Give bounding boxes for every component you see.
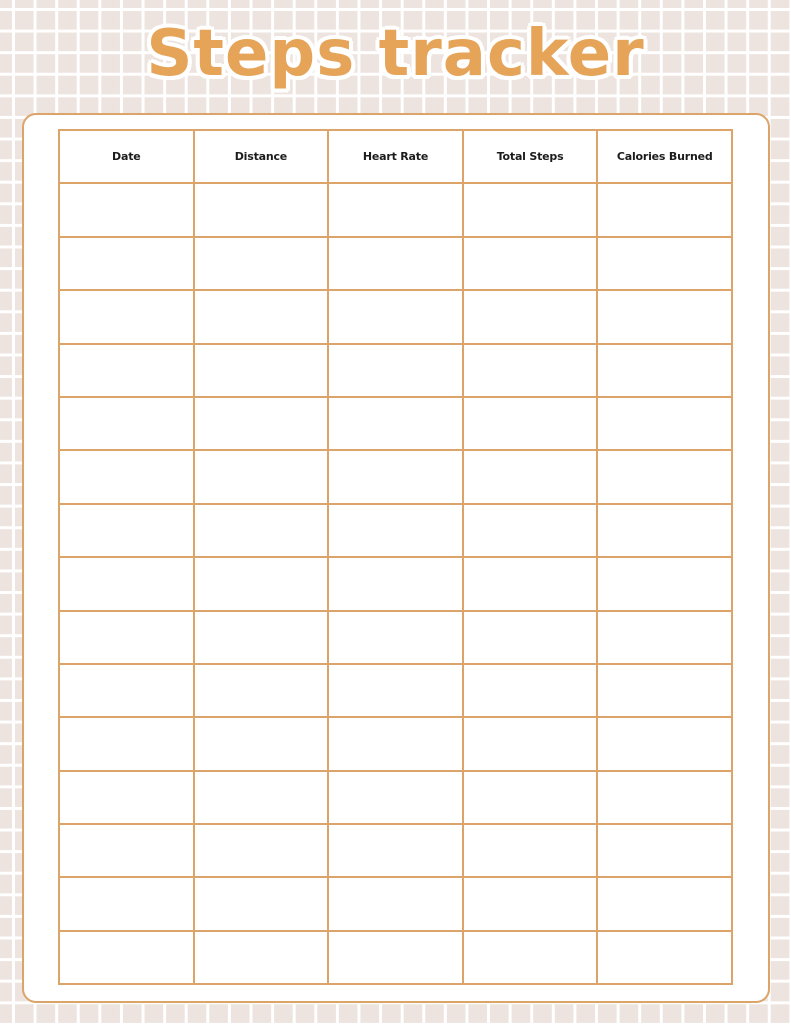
table-cell[interactable]: [328, 931, 463, 984]
table-cell[interactable]: [328, 717, 463, 770]
table-cell[interactable]: [328, 771, 463, 824]
table-row: [59, 504, 732, 557]
table-cell[interactable]: [59, 931, 194, 984]
table-cell[interactable]: [597, 771, 732, 824]
table-cell[interactable]: [463, 450, 598, 503]
table-cell[interactable]: [328, 397, 463, 450]
table-cell[interactable]: [463, 290, 598, 343]
table-cell[interactable]: [328, 504, 463, 557]
table-cell[interactable]: [59, 290, 194, 343]
table-row: [59, 450, 732, 503]
table-row: [59, 824, 732, 877]
table-row: [59, 877, 732, 930]
table-cell[interactable]: [597, 717, 732, 770]
table-cell[interactable]: [597, 557, 732, 610]
table-cell[interactable]: [194, 237, 329, 290]
table-row: [59, 931, 732, 984]
table-cell[interactable]: [194, 664, 329, 717]
table-cell[interactable]: [59, 183, 194, 236]
table-header-row: [59, 130, 732, 183]
table-row: [59, 664, 732, 717]
table-cell[interactable]: [597, 397, 732, 450]
table-cell[interactable]: [328, 611, 463, 664]
table-cell[interactable]: [597, 290, 732, 343]
table-cell[interactable]: [194, 824, 329, 877]
table-cell[interactable]: [194, 397, 329, 450]
table-cell[interactable]: [597, 504, 732, 557]
table-cell[interactable]: [59, 664, 194, 717]
table-row: [59, 557, 732, 610]
table-cell[interactable]: [463, 557, 598, 610]
table-cell[interactable]: [597, 237, 732, 290]
table-row: [59, 290, 732, 343]
table-cell[interactable]: [328, 344, 463, 397]
table-cell[interactable]: [59, 237, 194, 290]
table-cell[interactable]: [194, 931, 329, 984]
table-cell[interactable]: [59, 397, 194, 450]
table-cell[interactable]: [463, 931, 598, 984]
table-cell[interactable]: [597, 931, 732, 984]
table-cell[interactable]: [597, 450, 732, 503]
column-header-heart-rate: Heart Rate: [328, 130, 463, 183]
table-row: [59, 717, 732, 770]
table-cell[interactable]: [463, 664, 598, 717]
table-cell[interactable]: [463, 611, 598, 664]
table-row: [59, 397, 732, 450]
table-cell[interactable]: [59, 824, 194, 877]
table-row: [59, 237, 732, 290]
table-cell[interactable]: [597, 183, 732, 236]
table-cell[interactable]: [194, 717, 329, 770]
table-cell[interactable]: [328, 877, 463, 930]
table-cell[interactable]: [328, 450, 463, 503]
column-header-distance: Distance: [194, 130, 329, 183]
table-cell[interactable]: [463, 824, 598, 877]
table-cell[interactable]: [597, 877, 732, 930]
table-cell[interactable]: [463, 397, 598, 450]
table-cell[interactable]: [463, 877, 598, 930]
table-cell[interactable]: [59, 611, 194, 664]
steps-tracker-table: [58, 129, 733, 985]
table-row: [59, 611, 732, 664]
table-cell[interactable]: [328, 664, 463, 717]
table-cell[interactable]: [463, 717, 598, 770]
table-cell[interactable]: [59, 450, 194, 503]
table-cell[interactable]: [463, 771, 598, 824]
table-cell[interactable]: [597, 664, 732, 717]
table-cell[interactable]: [194, 877, 329, 930]
table-cell[interactable]: [194, 183, 329, 236]
table-cell[interactable]: [597, 611, 732, 664]
table-cell[interactable]: [328, 557, 463, 610]
table-cell[interactable]: [59, 877, 194, 930]
table-cell[interactable]: [59, 771, 194, 824]
column-header-date: Date: [59, 130, 194, 183]
table-cell[interactable]: [463, 237, 598, 290]
table-row: [59, 771, 732, 824]
table-cell[interactable]: [328, 183, 463, 236]
table-cell[interactable]: [463, 344, 598, 397]
table-cell[interactable]: [194, 611, 329, 664]
table-body: [59, 183, 732, 984]
table-cell[interactable]: [328, 290, 463, 343]
table-cell[interactable]: [194, 344, 329, 397]
table-cell[interactable]: [59, 504, 194, 557]
table-cell[interactable]: [194, 450, 329, 503]
column-header-calories-burned: Calories Burned: [597, 130, 732, 183]
table-cell[interactable]: [194, 504, 329, 557]
page-title: Steps tracker: [146, 17, 645, 91]
table-cell[interactable]: [328, 824, 463, 877]
table-row: [59, 344, 732, 397]
table-cell[interactable]: [328, 237, 463, 290]
table-cell[interactable]: [463, 183, 598, 236]
table-cell[interactable]: [194, 771, 329, 824]
table-cell[interactable]: [597, 824, 732, 877]
table-cell[interactable]: [59, 344, 194, 397]
table-cell[interactable]: [194, 557, 329, 610]
table-cell[interactable]: [194, 290, 329, 343]
table-row: [59, 183, 732, 236]
column-header-total-steps: Total Steps: [463, 130, 598, 183]
table-cell[interactable]: [59, 717, 194, 770]
table-cell[interactable]: [463, 504, 598, 557]
table-cell[interactable]: [597, 344, 732, 397]
table-cell[interactable]: [59, 557, 194, 610]
